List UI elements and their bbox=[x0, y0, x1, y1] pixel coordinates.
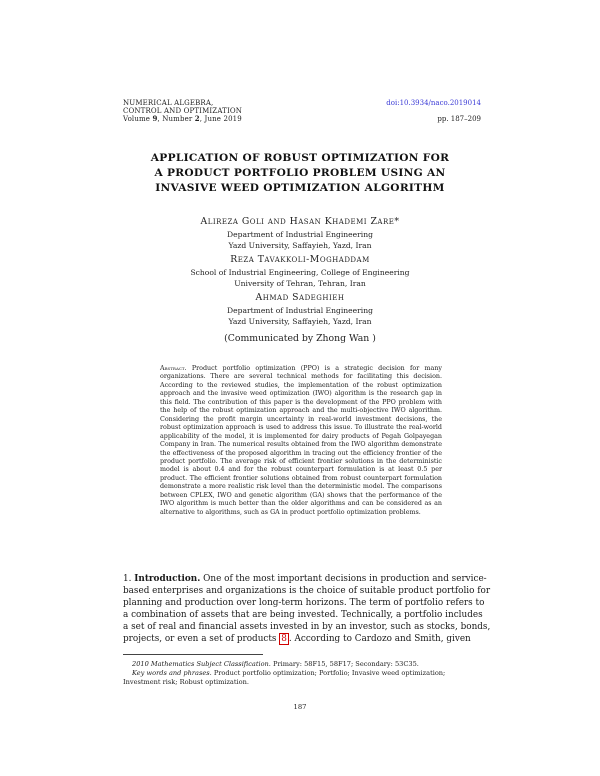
author-names: Alireza Goli and Hasan Khademi Zare* bbox=[200, 216, 400, 227]
intro-line: 1. Introduction. One of the most important decisions in production and service- bbox=[123, 574, 487, 584]
title-line: A PRODUCT PORTFOLIO PROBLEM USING AN bbox=[154, 167, 446, 179]
journal-name-line1: NUMERICAL ALGEBRA, bbox=[123, 99, 214, 107]
abstract bbox=[160, 365, 442, 517]
introduction-section bbox=[123, 573, 491, 646]
paper-title bbox=[0, 151, 600, 196]
journal-name bbox=[123, 99, 242, 123]
author-names: Reza Tavakkoli-Moghaddam bbox=[230, 254, 370, 265]
abstract-label: Abstract. bbox=[160, 365, 187, 372]
author-affiliation: Department of Industrial Engineering Yazd University, Saffayieh, Yazd, Iran bbox=[227, 230, 373, 250]
intro-line: a combination of assets that are being invested. Technically, a portfolio includes bbox=[123, 610, 483, 621]
author-names: Ahmad Sadeghieh bbox=[255, 292, 345, 303]
footnote-divider bbox=[123, 654, 263, 655]
volume-info: Volume 9, Number 2, June 2019 bbox=[123, 114, 242, 123]
issue-number: 2 bbox=[194, 114, 200, 123]
keywords: Key words and phrases. Product portfolio optimization; Portfolio; Invasive weed optimization; bbox=[132, 668, 446, 677]
abstract-text: Product portfolio optimization (PPO) is a strategic decision for many organizations. There are several technical methods for facilitating this decision. According to the reviewed studies, the implementation of the robust optimization approach and the invasive weed optimization (IWO) algorithm is the research gap in this field. The contribution of this paper is the development of the PPO problem with the help of the robust optimization approach and the multi-objective IWO algorithm. Considering the profit margin uncertainty in real-world investment decisions, the robust optimization approach is used to address this issue. To illustrate the real-world applicability of the model, it is implemented for dairy products of Pegah Golpayegan Company in Iran. The numerical results obtained from the IWO algorithm demonstrate the effectiveness of the proposed algorithm in tracing out the efficiency frontier of the product portfolio. The average risk of efficient frontier solutions in the deterministic model is about 0.4 and for the robust counterpart formulation is at least 0.5 per product. The efficient frontier solutions obtained from robust counterpart formulation demonstrate a more realistic risk level than the deterministic model. The comparisons between CPLEX, IWO and genetic algorithm (GA) shows that the performance of the IWO algorithm is much better than the older algorithms and can be considered as an alternative to algorithms, such as GA in product portfolio optimization problems. bbox=[160, 365, 442, 516]
author-affiliation: School of Industrial Engineering, College of Engineering University of Tehran, Tehran, Iran bbox=[190, 268, 410, 288]
title-line: INVASIVE WEED OPTIMIZATION ALGORITHM bbox=[155, 182, 445, 194]
msc-classification: 2010 Mathematics Subject Classification. Primary: 58F15, 58F17; Secondary: 53C35. bbox=[132, 660, 419, 668]
volume-number: 9 bbox=[152, 114, 158, 123]
page-range: pp. 187–209 bbox=[437, 115, 481, 123]
intro-line: a set of real and financial assets invested in by an investor, such as stocks, bonds, bbox=[123, 622, 491, 633]
title-line: APPLICATION OF ROBUST OPTIMIZATION FOR bbox=[150, 152, 450, 164]
author-affiliation: Department of Industrial Engineering Yazd University, Saffayieh, Yazd, Iran bbox=[227, 306, 373, 326]
intro-line: projects, or even a set of products 8 . According to Cardozo and Smith, given bbox=[123, 634, 471, 645]
footnotes bbox=[123, 660, 480, 686]
page-number: 187 bbox=[293, 703, 307, 711]
intro-line: based enterprises and organizations is the choice of suitable product portfolio for bbox=[123, 586, 491, 597]
journal-name-line2: CONTROL AND OPTIMIZATION bbox=[123, 107, 243, 115]
communicated-by: (Communicated by Zhong Wan ) bbox=[224, 333, 376, 344]
intro-line: planning and production over long-term horizons. The term of portfolio refers to bbox=[123, 598, 485, 609]
doi-link[interactable]: doi:10.3934/naco.2019014 bbox=[386, 99, 481, 107]
keywords-cont: Investment risk; Robust optimization. bbox=[123, 677, 249, 686]
citation-link[interactable]: 8 bbox=[281, 634, 287, 645]
section-heading: Introduction. bbox=[134, 574, 201, 584]
